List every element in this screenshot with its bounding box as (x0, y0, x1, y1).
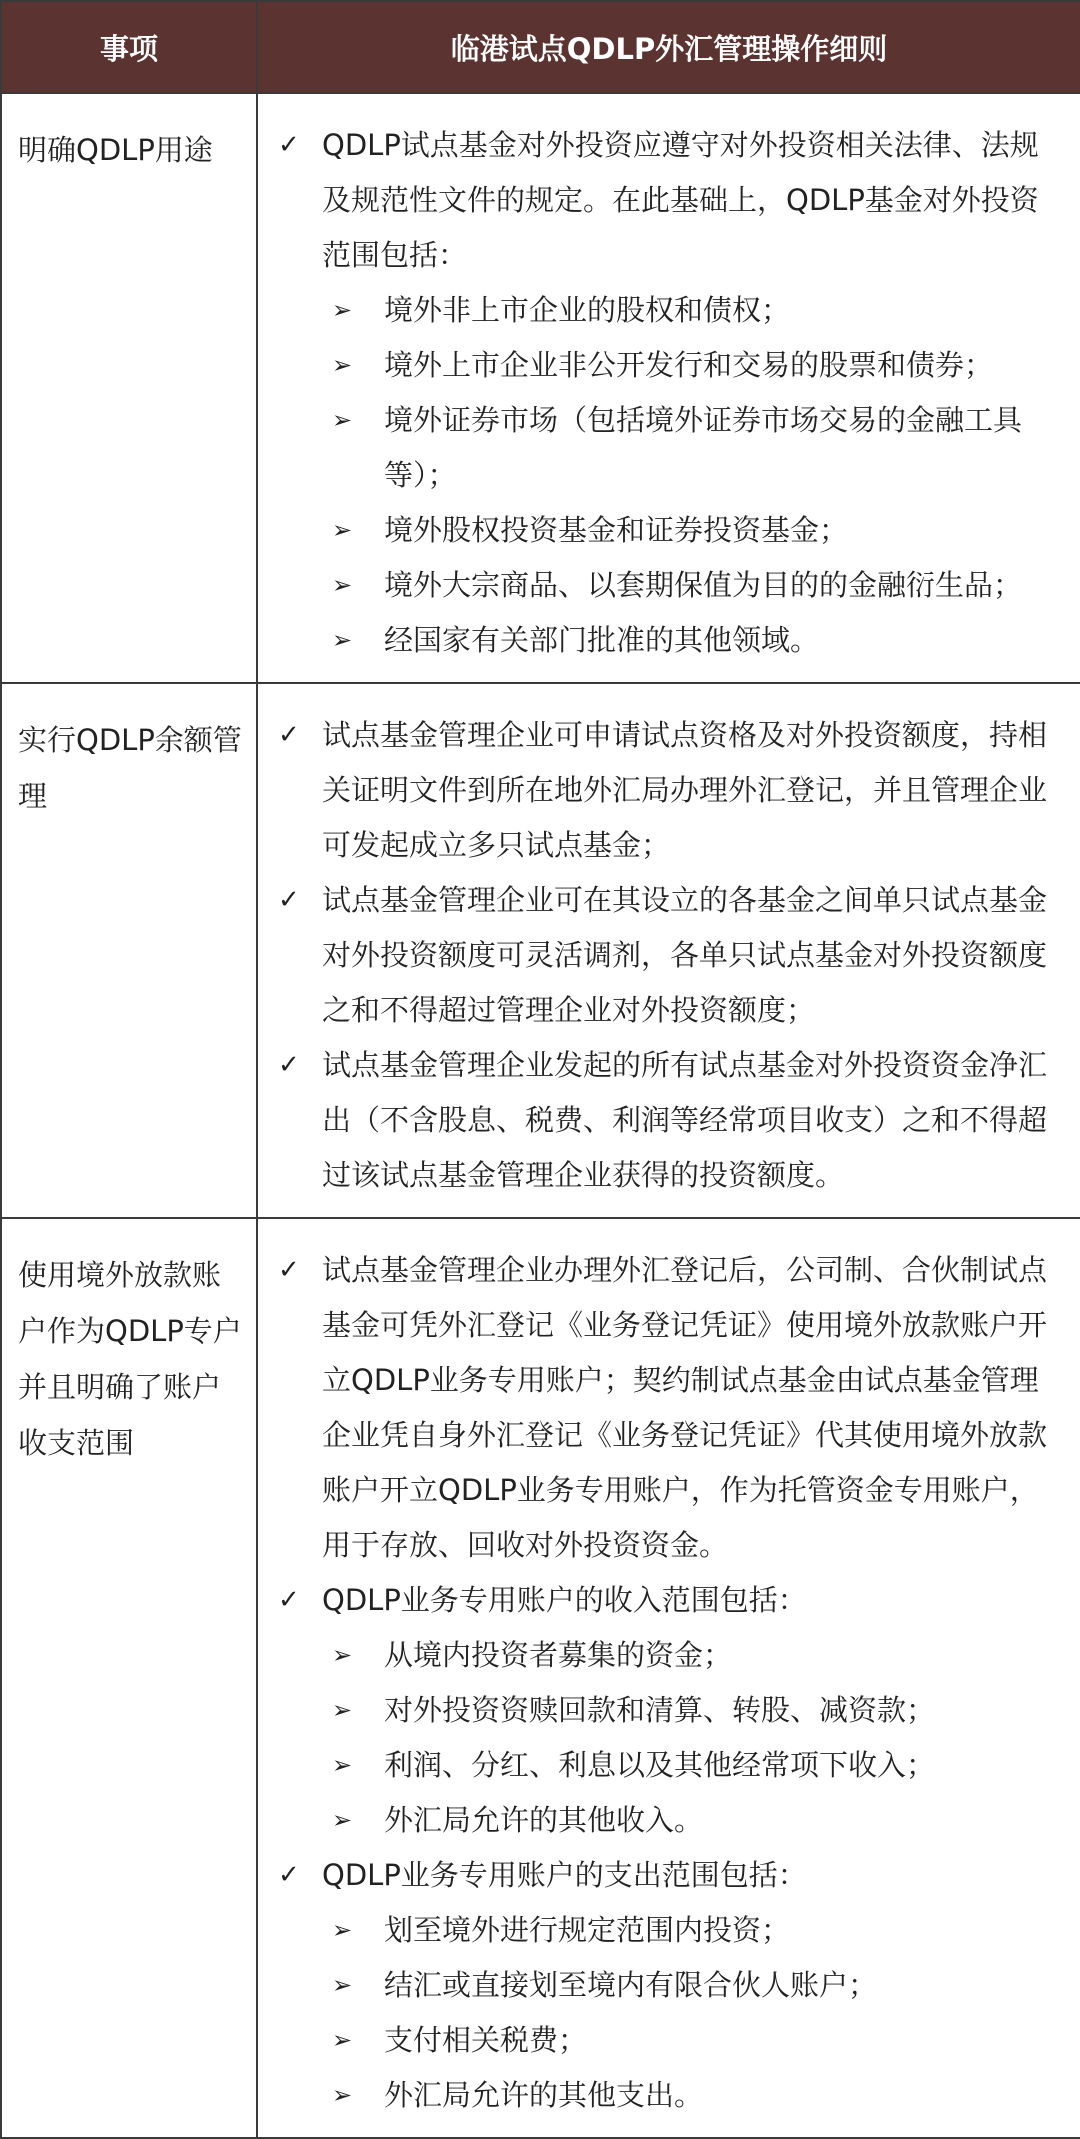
row-topic: 实行QDLP余额管理 (1, 683, 257, 1218)
arrow-bullet-icon: ➢ (332, 1806, 353, 1834)
sub-item-text: 境外股权投资基金和证券投资基金； (384, 513, 849, 547)
point-text: 试点基金管理企业发起的所有试点基金对外投资资金净汇出（不含股息、税费、利润等经常项目收支）之和不得超过该试点基金管理企业获得的投资额度。 (322, 1048, 1048, 1192)
sub-item (328, 393, 1058, 503)
sub-item-text: 支付相关税费； (384, 2023, 588, 2057)
sub-item (328, 1793, 1058, 1848)
sub-item (328, 2068, 1058, 2123)
row-topic: 明确QDLP用途 (1, 93, 257, 683)
arrow-bullet-icon: ➢ (332, 296, 353, 324)
arrow-bullet-icon: ➢ (332, 2026, 353, 2054)
sub-item (328, 338, 1058, 393)
sub-item-text: 经国家有关部门批准的其他领域。 (384, 623, 820, 657)
arrow-bullet-icon: ➢ (332, 1916, 353, 1944)
sub-item-text: 境外证券市场（包括境外证券市场交易的金融工具等）； (384, 403, 1023, 492)
sub-item-text: 从境内投资者募集的资金； (384, 1638, 733, 1672)
arrow-bullet-icon: ➢ (332, 1696, 353, 1724)
table-row (1, 1218, 1080, 2138)
arrow-bullet-icon: ➢ (332, 571, 353, 599)
sub-item (328, 2013, 1058, 2068)
sub-item-text: 划至境外进行规定范围内投资； (384, 1913, 791, 1947)
arrow-bullet-icon: ➢ (332, 1751, 353, 1779)
row-content (257, 93, 1080, 683)
sub-item-text: 外汇局允许的其他收入。 (384, 1803, 704, 1837)
arrow-bullet-icon: ➢ (332, 351, 353, 379)
point-text: QDLP业务专用账户的收入范围包括： (322, 1583, 807, 1617)
sub-item (328, 1958, 1058, 2013)
bullet-point (272, 708, 1058, 873)
sub-item-text: 利润、分红、利息以及其他经常项下收入； (384, 1748, 936, 1782)
point-text: 试点基金管理企业可在其设立的各基金之间单只试点基金对外投资额度可灵活调剂，各单只试点基金对外投资额度之和不得超过管理企业对外投资额度； (322, 883, 1048, 1027)
bullet-point (272, 1848, 1058, 2123)
bullet-point (272, 1243, 1058, 1573)
bullet-point (272, 873, 1058, 1038)
sub-item (328, 283, 1058, 338)
sub-item (328, 613, 1058, 668)
bullet-point (272, 118, 1058, 668)
sub-item (328, 1683, 1058, 1738)
arrow-bullet-icon: ➢ (332, 516, 353, 544)
row-content (257, 683, 1080, 1218)
sub-item (328, 1628, 1058, 1683)
sub-item (328, 558, 1058, 613)
sub-item-text: 外汇局允许的其他支出。 (384, 2078, 704, 2112)
sub-item-text: 境外大宗商品、以套期保值为目的的金融衍生品； (384, 568, 1023, 602)
sub-item-text: 对外投资资赎回款和清算、转股、减资款； (384, 1693, 936, 1727)
table-header-row (1, 1, 1080, 93)
checkmark-icon: ✓ (278, 720, 300, 750)
bullet-point (272, 1573, 1058, 1848)
bullet-point (272, 1038, 1058, 1203)
table-row (1, 93, 1080, 683)
arrow-bullet-icon: ➢ (332, 1641, 353, 1669)
row-topic: 使用境外放款账户作为QDLP专户并且明确了账户收支范围 (1, 1218, 257, 2138)
checkmark-icon: ✓ (278, 1050, 300, 1080)
sub-item (328, 1903, 1058, 1958)
checkmark-icon: ✓ (278, 885, 300, 915)
header-topic: 事项 (1, 1, 257, 93)
checkmark-icon: ✓ (278, 1255, 300, 1285)
arrow-bullet-icon: ➢ (332, 2081, 353, 2109)
checkmark-icon: ✓ (278, 1860, 300, 1890)
table-row (1, 683, 1080, 1218)
checkmark-icon: ✓ (278, 130, 300, 160)
row-content (257, 1218, 1080, 2138)
sub-item-text: 结汇或直接划至境内有限合伙人账户； (384, 1968, 878, 2002)
point-text: 试点基金管理企业可申请试点资格及对外投资额度，持相关证明文件到所在地外汇局办理外汇登记，并且管理企业可发起成立多只试点基金； (322, 718, 1048, 862)
point-text: QDLP业务专用账户的支出范围包括： (322, 1858, 807, 1892)
arrow-bullet-icon: ➢ (332, 626, 353, 654)
sub-item-text: 境外非上市企业的股权和债权； (384, 293, 791, 327)
point-text: QDLP试点基金对外投资应遵守对外投资相关法律、法规及规范性文件的规定。在此基础上，QDLP基金对外投资范围包括： (322, 128, 1039, 272)
sub-item (328, 1738, 1058, 1793)
header-rules: 临港试点QDLP外汇管理操作细则 (257, 1, 1080, 93)
sub-item (328, 503, 1058, 558)
arrow-bullet-icon: ➢ (332, 406, 353, 434)
sub-item-text: 境外上市企业非公开发行和交易的股票和债券； (384, 348, 994, 382)
checkmark-icon: ✓ (278, 1585, 300, 1615)
point-text: 试点基金管理企业办理外汇登记后，公司制、合伙制试点基金可凭外汇登记《业务登记凭证》使用境外放款账户开立QDLP业务专用账户；契约制试点基金由试点基金管理企业凭自身外汇登记《业务登记凭证》代其使用境外放款账户开立QDLP业务专用账户，作为托管资金专用账户，用于存放、回收对外投资资金。 (322, 1253, 1048, 1562)
arrow-bullet-icon: ➢ (332, 1971, 353, 1999)
